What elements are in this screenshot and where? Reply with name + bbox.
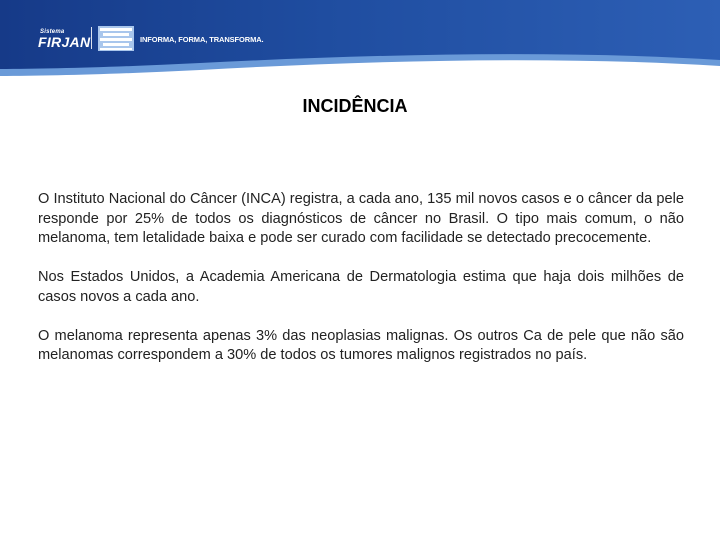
- firjan-emblem-icon: [98, 26, 134, 51]
- brand-small-label: Sistema: [40, 29, 65, 35]
- slide-title: INCIDÊNCIA: [302, 96, 408, 116]
- slide-body: [38, 190, 684, 366]
- paragraph-usa: Nos Estados Unidos, a Academia Americana de Dermatologia estima que haja dois milhões de casos novos a cada ano.: [38, 269, 684, 305]
- brand-logo-text: FIRJAN: [38, 34, 91, 50]
- paragraph-melanoma: O melanoma representa apenas 3% das neoplasias malignas. Os outros Ca de pele que não são melanomas correspondem a 30% de todos os tumores malignos registrados no país.: [38, 327, 684, 364]
- logo-divider: [91, 27, 92, 49]
- paragraph-inca: O Instituto Nacional do Câncer (INCA) registra, a cada ano, 135 mil novos casos e o câncer da pele responde por 25% de todos os diagnósticos de câncer no Brasil. O tipo mais comum, o não melanoma, tem letalidade baixa e pode ser curado com facilidade se detectado precocemente.: [38, 191, 684, 247]
- header-tagline: INFORMA, FORMA, TRANSFORMA.: [140, 35, 264, 44]
